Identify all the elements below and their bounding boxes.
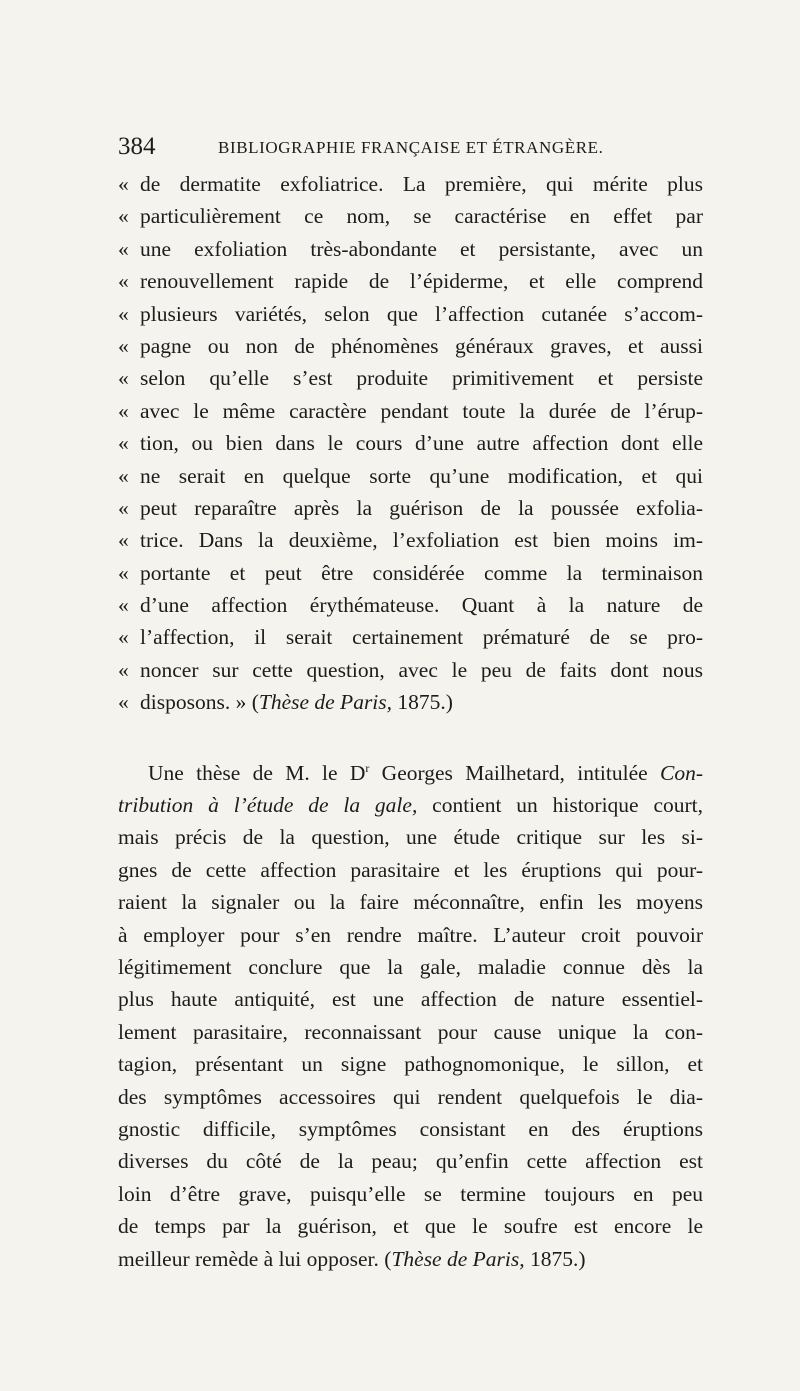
- text-line: Une thèse de M. le $D^r$ Georges Mailhetard, intitulée Con-: [148, 760, 703, 785]
- quote-line: « portante et peut être considérée comme la terminaison: [118, 557, 703, 589]
- text-line: loin d’être grave, puisqu’elle se termine toujours en peu: [118, 1181, 703, 1206]
- quote-mark: «: [118, 204, 129, 229]
- quote-line: « noncer sur cette question, avec le peu de faits dont nous: [118, 654, 703, 686]
- text-line: mais précis de la question, une étude critique sur les si-: [118, 825, 703, 850]
- quote-mark: «: [118, 657, 129, 682]
- quote-mark: «: [118, 593, 129, 618]
- quote-mark: «: [118, 366, 129, 391]
- text-line: tagion, présentant un signe pathognomonique, le sillon, et: [118, 1052, 703, 1077]
- quote-line: « tion, ou bien dans le cours d’une autre affection dont elle: [118, 427, 703, 459]
- text-line: lement parasitaire, reconnaissant pour cause unique la con-: [118, 1019, 703, 1044]
- quote-year: 1875.): [392, 690, 453, 715]
- thesis-source: Thèse de Paris,: [391, 1246, 525, 1271]
- quote-mark: «: [118, 333, 129, 358]
- quote-mark: «: [118, 625, 129, 650]
- quote-line: « particulièrement ce nom, se caractérise en effet par: [118, 200, 703, 232]
- text-line: diverses du côté de la peau; qu’enfin cette affection est: [118, 1149, 703, 1174]
- quote-mark: «: [118, 495, 129, 520]
- text-line: à employer pour s’en rendre maître. L’auteur croit pouvoir: [118, 922, 703, 947]
- quote-last-text: disposons. » (: [140, 690, 259, 715]
- text-line: de temps par la guérison, et que le soufre est encore le: [118, 1214, 703, 1239]
- thesis-title-part1: Con-: [660, 760, 703, 785]
- quote-line: « pagne ou non de phénomènes généraux graves, et aussi: [118, 330, 703, 362]
- quote-mark: «: [118, 398, 129, 423]
- quote-source: Thèse de Paris,: [258, 690, 393, 715]
- quote-mark: «: [118, 301, 129, 326]
- quote-mark: «: [118, 431, 129, 456]
- quote-mark: «: [118, 528, 129, 553]
- text-line: raient la signaler ou la faire méconnaître, enfin les moyens: [118, 890, 703, 915]
- text-line: gnes de cette affection parasitaire et les éruptions qui pour-: [118, 857, 703, 882]
- quote-mark: «: [118, 172, 129, 196]
- quote-line: « l’affection, il serait certainement prématuré de se pro-: [118, 621, 703, 653]
- paragraph-mailhetard: [118, 757, 703, 1275]
- quote-line: « renouvellement rapide de l’épiderme, et elle comprend: [118, 265, 703, 297]
- quote-line: « d’une affection érythémateuse. Quant à la nature de: [118, 589, 703, 621]
- quote-last-line: [118, 686, 703, 718]
- text-line: légitimement conclure que la gale, maladie connue dès la: [118, 954, 703, 979]
- text-line: tribution à l’étude de la gale, contient un historique court,: [118, 793, 703, 818]
- thesis-title-part2: tribution à l’étude de la gale,: [118, 793, 418, 818]
- text-line: meilleur remède à lui opposer. (Thèse de Paris, 1875.): [118, 1246, 586, 1271]
- quote-line: « selon qu’elle s’est produite primitivement et persiste: [118, 362, 703, 394]
- text-line: plus haute antiquité, est une affection de nature essentiel-: [118, 987, 703, 1012]
- page-header: [118, 132, 703, 166]
- quote-mark: «: [118, 236, 129, 261]
- quote-line: « avec le même caractère pendant toute la durée de l’érup-: [118, 395, 703, 427]
- body-text: [118, 168, 703, 1275]
- quote-mark: «: [118, 463, 129, 488]
- quote-line: « de dermatite exfoliatrice. La première, qui mérite plus: [118, 168, 703, 200]
- text-line: gnostic difficile, symptômes consistant en des éruptions: [118, 1116, 703, 1141]
- quote-line: « peut reparaître après la guérison de la poussée exfolia-: [118, 492, 703, 524]
- quote-mark: «: [118, 690, 129, 715]
- text-line: des symptômes accessoires qui rendent quelquefois le dia-: [118, 1084, 703, 1109]
- quote-line: « une exfoliation très-abondante et persistante, avec un: [118, 233, 703, 265]
- quotation-paragraph: [118, 168, 703, 686]
- quote-line: « trice. Dans la deuxième, l’exfoliation est bien moins im-: [118, 524, 703, 556]
- running-title: BIBLIOGRAPHIE FRANÇAISE ET ÉTRANGÈRE.: [218, 138, 604, 157]
- quote-line: « plusieurs variétés, selon que l’affection cutanée s’accom-: [118, 298, 703, 330]
- quote-mark: «: [118, 560, 129, 585]
- quote-line: « ne serait en quelque sorte qu’une modification, et qui: [118, 460, 703, 492]
- quote-mark: «: [118, 269, 129, 294]
- page-number: 384: [118, 133, 156, 160]
